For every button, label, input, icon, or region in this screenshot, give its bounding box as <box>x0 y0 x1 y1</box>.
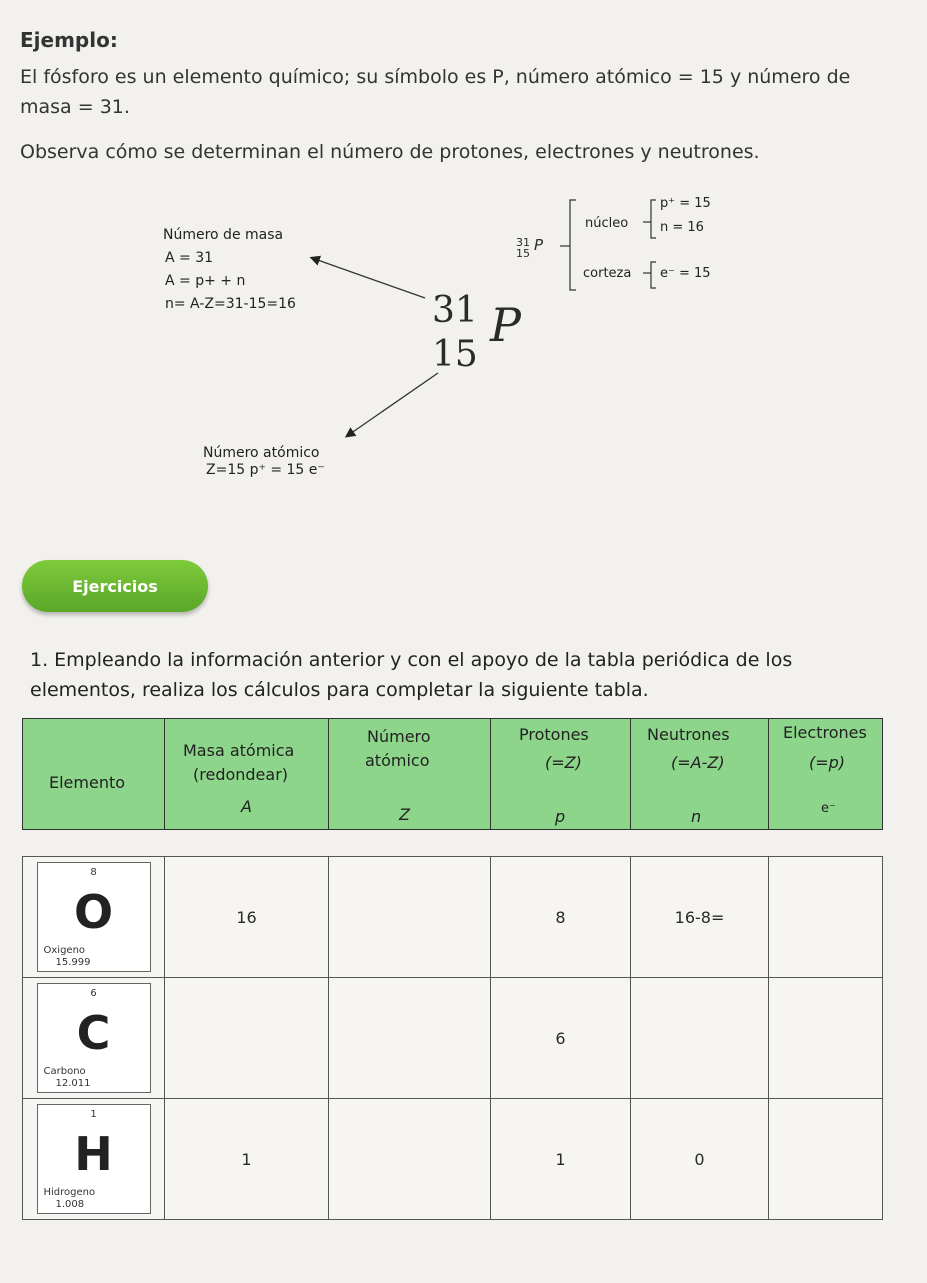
cell-electrons[interactable] <box>769 978 883 1099</box>
neutrons-value: n = 16 <box>660 220 704 235</box>
isotope-atomic-number: 15 <box>432 334 478 375</box>
header-neutrons: Neutrones (=A-Z) n <box>631 719 769 830</box>
atomic-eq: Z=15 p⁺ = 15 e⁻ <box>206 462 325 478</box>
heading-ejemplo: Ejemplo: <box>20 28 118 52</box>
header-electrons: Electrones (=p) e⁻ <box>769 719 883 830</box>
cell-neutrons[interactable] <box>631 978 769 1099</box>
table-header-row <box>23 719 883 830</box>
cell-atomic-number[interactable] <box>329 1099 491 1220</box>
arrow-to-mass <box>312 258 425 298</box>
atomic-title: Número atómico <box>203 445 320 461</box>
element-card-cell <box>23 857 165 978</box>
element-card-oxygen: 8 O Oxigeno 15.999 <box>37 862 151 972</box>
shell-label: corteza <box>583 266 632 281</box>
cell-electrons[interactable] <box>769 1099 883 1220</box>
outer-bracket <box>570 200 576 290</box>
isotope-mass-number: 31 <box>432 290 478 331</box>
table-row-carbon <box>23 978 883 1099</box>
observe-paragraph: Observa cómo se determinan el número de protones, electrones y neutrones. <box>20 141 760 163</box>
shell-bracket <box>651 262 656 288</box>
cell-atomic-number[interactable] <box>329 978 491 1099</box>
mass-eq-1: A = 31 <box>165 250 214 266</box>
header-atomic-number: Número atómico Z <box>329 719 491 830</box>
element-card-cell <box>23 978 165 1099</box>
cell-protons[interactable]: 1 <box>491 1099 631 1220</box>
small-isotope-number: 15 <box>516 247 530 260</box>
cell-protons[interactable]: 6 <box>491 978 631 1099</box>
isotope-symbol: P <box>490 298 521 352</box>
arrow-to-atomic <box>347 373 438 436</box>
intro-paragraph: El fósforo es un elemento químico; su símbolo es P, número atómico = 15 y número de masa = 31. <box>20 66 851 118</box>
exercises-badge: Ejercicios <box>22 560 208 612</box>
protons-value: p⁺ = 15 <box>660 196 711 211</box>
element-card-hydrogen: 1 H Hidrogeno 1.008 <box>37 1104 151 1214</box>
cell-mass[interactable] <box>165 978 329 1099</box>
nucleus-bracket <box>651 200 656 238</box>
cell-neutrons[interactable]: 16-8= <box>631 857 769 978</box>
electrons-value: e⁻ = 15 <box>660 266 711 281</box>
mass-title: Número de masa <box>163 227 284 243</box>
nucleus-label: núcleo <box>585 216 629 231</box>
header-protons: Protones (=Z) p <box>491 719 631 830</box>
header-element: Elemento <box>23 719 165 830</box>
table-row-hydrogen <box>23 1099 883 1220</box>
cell-atomic-number[interactable] <box>329 857 491 978</box>
table-row-oxygen <box>23 857 883 978</box>
cell-protons[interactable]: 8 <box>491 857 631 978</box>
mass-eq-2: A = p+ + n <box>165 273 246 289</box>
exercise-1-text: 1. Empleando la información anterior y con el apoyo de la tabla periódica de los elementos, realiza los cálculos para completar la siguiente tabla. <box>30 649 793 701</box>
element-card-cell <box>23 1099 165 1220</box>
small-isotope-symbol: P <box>534 236 544 254</box>
small-isotope-mass: 31 <box>516 236 530 249</box>
header-mass: Masa atómica (redondear) A <box>165 719 329 830</box>
mass-eq-3: n= A-Z=31-15=16 <box>165 296 296 312</box>
cell-neutrons[interactable]: 0 <box>631 1099 769 1220</box>
cell-mass[interactable]: 1 <box>165 1099 329 1220</box>
cell-electrons[interactable] <box>769 857 883 978</box>
cell-mass[interactable]: 16 <box>165 857 329 978</box>
element-card-carbon: 6 C Carbono 12.011 <box>37 983 151 1093</box>
elements-table <box>22 718 883 1220</box>
